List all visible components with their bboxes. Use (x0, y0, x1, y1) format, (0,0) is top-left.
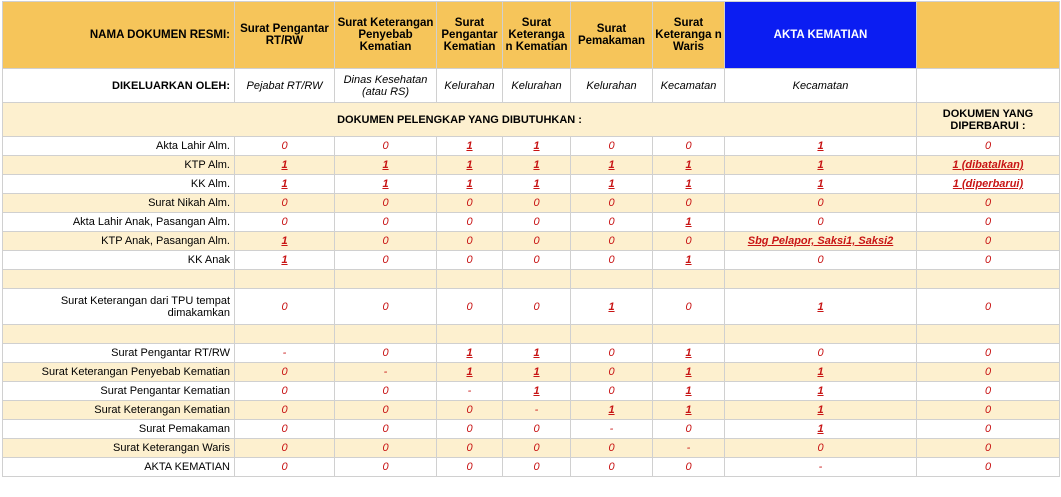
cell-self: - (335, 363, 437, 382)
cell-required-link[interactable]: 1 (dibatalkan) (917, 156, 1060, 175)
cell-not-required: 0 (235, 363, 335, 382)
row-label: KTP Anak, Pasangan Alm. (3, 232, 235, 251)
cell-not-required: 0 (503, 420, 571, 439)
cell-required-link[interactable]: 1 (653, 251, 725, 270)
cell-not-required: 0 (917, 344, 1060, 363)
row-label (3, 270, 235, 289)
row-label: KK Alm. (3, 175, 235, 194)
cell-not-required: 0 (725, 344, 917, 363)
cell-not-required: 0 (653, 458, 725, 477)
cell-empty (503, 270, 571, 289)
cell-self: - (503, 401, 571, 420)
table-row (3, 175, 1060, 194)
issuer-cell: Pejabat RT/RW (235, 69, 335, 103)
cell-not-required: 0 (571, 194, 653, 213)
cell-not-required: 0 (653, 420, 725, 439)
cell-required-link[interactable]: 1 (235, 175, 335, 194)
cell-required-link[interactable]: 1 (503, 156, 571, 175)
cell-required-link[interactable]: 1 (653, 382, 725, 401)
cell-not-required: 0 (235, 401, 335, 420)
row-label: KK Anak (3, 251, 235, 270)
row-label (3, 325, 235, 344)
cell-not-required: 0 (235, 420, 335, 439)
cell-not-required: 0 (653, 289, 725, 325)
cell-not-required: 0 (335, 401, 437, 420)
cell-not-required: 0 (335, 420, 437, 439)
cell-not-required: 0 (335, 251, 437, 270)
row-label: Surat Nikah Alm. (3, 194, 235, 213)
cell-empty (571, 325, 653, 344)
issuer-cell: Kelurahan (571, 69, 653, 103)
header-col-surat-pemakaman: Surat Pemakaman (571, 2, 653, 69)
cell-empty (503, 325, 571, 344)
cell-not-required: 0 (335, 458, 437, 477)
cell-not-required: 0 (503, 251, 571, 270)
header-col-akta-kematian: AKTA KEMATIAN (725, 2, 917, 69)
cell-empty (235, 270, 335, 289)
cell-not-required: 0 (235, 289, 335, 325)
cell-required-link[interactable]: 1 (653, 344, 725, 363)
cell-required-link[interactable]: 1 (437, 363, 503, 382)
row-label: Surat Keterangan Kematian (3, 401, 235, 420)
cell-not-required: 0 (571, 344, 653, 363)
cell-not-required: 0 (571, 232, 653, 251)
cell-not-required: 0 (917, 439, 1060, 458)
cell-required-link[interactable]: 1 (437, 175, 503, 194)
header-col-surat-pengantar-kematian: Surat Pengantar Kematian (437, 2, 503, 69)
cell-required-link[interactable]: 1 (503, 382, 571, 401)
section-row (3, 103, 1060, 137)
cell-required-link[interactable]: 1 (725, 420, 917, 439)
row-label: Surat Keterangan Waris (3, 439, 235, 458)
cell-required-link[interactable]: 1 (653, 401, 725, 420)
cell-required-link[interactable]: 1 (235, 232, 335, 251)
cell-not-required: 0 (571, 363, 653, 382)
row-label: Akta Lahir Anak, Pasangan Alm. (3, 213, 235, 232)
cell-not-required: 0 (503, 194, 571, 213)
header-col-surat-keterangan-waris: Surat Keteranga n Waris (653, 2, 725, 69)
table-row (3, 213, 1060, 232)
cell-required-link[interactable]: 1 (571, 289, 653, 325)
cell-required-link[interactable]: 1 (503, 344, 571, 363)
header-col-updated (917, 2, 1060, 69)
cell-required-link[interactable]: 1 (653, 175, 725, 194)
table-row (3, 289, 1060, 325)
cell-not-required: 0 (571, 251, 653, 270)
table-row (3, 344, 1060, 363)
cell-required-link[interactable]: 1 (725, 382, 917, 401)
cell-not-required: 0 (335, 213, 437, 232)
cell-required-link[interactable]: 1 (503, 363, 571, 382)
cell-empty (437, 325, 503, 344)
cell-not-required: 0 (335, 137, 437, 156)
cell-not-required: 0 (437, 213, 503, 232)
header-row (3, 2, 1060, 69)
cell-not-required: 0 (335, 289, 437, 325)
cell-not-required: 0 (235, 194, 335, 213)
cell-not-required: 0 (917, 289, 1060, 325)
cell-required-link[interactable]: 1 (235, 251, 335, 270)
cell-required-link[interactable]: 1 (725, 401, 917, 420)
cell-required-link[interactable]: 1 (571, 156, 653, 175)
issuer-cell: Kecamatan (653, 69, 725, 103)
cell-empty (725, 270, 917, 289)
cell-self: - (653, 439, 725, 458)
cell-not-required: 0 (503, 232, 571, 251)
cell-self: - (437, 382, 503, 401)
table-row (3, 156, 1060, 175)
issuer-row (3, 69, 1060, 103)
cell-not-required: 0 (917, 232, 1060, 251)
cell-not-required: 0 (917, 251, 1060, 270)
spacer-row (3, 270, 1060, 289)
table-row (3, 194, 1060, 213)
cell-not-required: 0 (653, 232, 725, 251)
cell-required-link[interactable]: 1 (653, 363, 725, 382)
cell-not-required: 0 (571, 458, 653, 477)
issuer-cell (917, 69, 1060, 103)
cell-not-required: 0 (437, 439, 503, 458)
cell-not-required: 0 (437, 194, 503, 213)
cell-required-link[interactable]: 1 (725, 363, 917, 382)
cell-self: - (571, 420, 653, 439)
table-row (3, 363, 1060, 382)
cell-not-required: 0 (335, 232, 437, 251)
cell-not-required: 0 (503, 289, 571, 325)
issuer-cell: Kelurahan (503, 69, 571, 103)
cell-required-link[interactable]: 1 (725, 289, 917, 325)
cell-not-required: 0 (917, 382, 1060, 401)
table-row (3, 251, 1060, 270)
table-row (3, 458, 1060, 477)
cell-not-required: 0 (437, 232, 503, 251)
cell-required-link[interactable]: 1 (437, 137, 503, 156)
section-title: DOKUMEN PELENGKAP YANG DIBUTUHKAN : (3, 103, 917, 137)
cell-not-required: 0 (653, 137, 725, 156)
table-row (3, 439, 1060, 458)
cell-empty (725, 325, 917, 344)
cell-not-required: 0 (571, 439, 653, 458)
cell-not-required: 0 (917, 401, 1060, 420)
row-label: Surat Pemakaman (3, 420, 235, 439)
cell-required-link[interactable]: 1 (571, 401, 653, 420)
row-label: Surat Keterangan Penyebab Kematian (3, 363, 235, 382)
cell-not-required: 0 (571, 213, 653, 232)
cell-not-required: 0 (725, 194, 917, 213)
row-label: AKTA KEMATIAN (3, 458, 235, 477)
cell-required-link[interactable]: 1 (653, 213, 725, 232)
cell-empty (653, 270, 725, 289)
cell-empty (917, 270, 1060, 289)
cell-required-link[interactable]: 1 (725, 156, 917, 175)
row-label: Surat Pengantar RT/RW (3, 344, 235, 363)
section-updated-title: DOKUMEN YANG DIPERBARUI : (917, 103, 1060, 137)
header-col-surat-pengantar-rtrw: Surat Pengantar RT/RW (235, 2, 335, 69)
cell-not-required: 0 (917, 458, 1060, 477)
cell-not-required: 0 (437, 401, 503, 420)
row-label: KTP Alm. (3, 156, 235, 175)
row-label: Akta Lahir Alm. (3, 137, 235, 156)
issuer-cell: Dinas Kesehatan (atau RS) (335, 69, 437, 103)
cell-not-required: 0 (335, 382, 437, 401)
cell-required-link[interactable]: 1 (503, 175, 571, 194)
cell-not-required: 0 (437, 420, 503, 439)
cell-required-link[interactable]: 1 (235, 156, 335, 175)
cell-not-required: 0 (235, 458, 335, 477)
cell-not-required: 0 (503, 439, 571, 458)
table-row (3, 137, 1060, 156)
cell-empty (571, 270, 653, 289)
row-label: Surat Keterangan dari TPU tempat dimakamkan (3, 289, 235, 325)
table-row (3, 401, 1060, 420)
cell-empty (235, 325, 335, 344)
cell-empty (653, 325, 725, 344)
cell-self: - (235, 344, 335, 363)
header-col-surat-keterangan-kematian: Surat Keteranga n Kematian (503, 2, 571, 69)
row-label: Surat Pengantar Kematian (3, 382, 235, 401)
cell-empty (335, 270, 437, 289)
cell-not-required: 0 (335, 439, 437, 458)
cell-not-required: 0 (725, 251, 917, 270)
issuer-cell: Kelurahan (437, 69, 503, 103)
cell-not-required: 0 (917, 194, 1060, 213)
table-row (3, 232, 1060, 251)
document-requirements-table (2, 1, 1060, 477)
cell-required-link[interactable]: 1 (571, 175, 653, 194)
cell-empty (917, 325, 1060, 344)
cell-required-link[interactable]: 1 (503, 137, 571, 156)
cell-required-link[interactable]: 1 (335, 175, 437, 194)
cell-required-link[interactable]: 1 (725, 175, 917, 194)
cell-not-required: 0 (503, 458, 571, 477)
header-label: NAMA DOKUMEN RESMI: (3, 2, 235, 69)
cell-empty (437, 270, 503, 289)
cell-not-required: 0 (335, 194, 437, 213)
header-col-surat-keterangan-penyebab: Surat Keterangan Penyebab Kematian (335, 2, 437, 69)
cell-not-required: 0 (917, 420, 1060, 439)
cell-not-required: 0 (503, 213, 571, 232)
cell-empty (335, 325, 437, 344)
cell-required-link[interactable]: 1 (diperbarui) (917, 175, 1060, 194)
cell-not-required: 0 (437, 458, 503, 477)
cell-required-link[interactable]: Sbg Pelapor, Saksi1, Saksi2 (725, 232, 917, 251)
cell-not-required: 0 (917, 213, 1060, 232)
issuer-label: DIKELUARKAN OLEH: (3, 69, 235, 103)
table-row (3, 382, 1060, 401)
cell-not-required: 0 (917, 363, 1060, 382)
cell-required-link[interactable]: 1 (725, 137, 917, 156)
table-row (3, 420, 1060, 439)
cell-not-required: 0 (725, 213, 917, 232)
issuer-cell: Kecamatan (725, 69, 917, 103)
cell-required-link[interactable]: 1 (653, 156, 725, 175)
cell-not-required: 0 (235, 137, 335, 156)
cell-not-required: 0 (235, 213, 335, 232)
cell-required-link[interactable]: 1 (335, 156, 437, 175)
cell-required-link[interactable]: 1 (437, 156, 503, 175)
cell-not-required: 0 (571, 137, 653, 156)
cell-not-required: 0 (917, 137, 1060, 156)
cell-not-required: 0 (571, 382, 653, 401)
cell-not-required: 0 (437, 289, 503, 325)
cell-not-required: 0 (335, 344, 437, 363)
cell-not-required: 0 (437, 251, 503, 270)
cell-required-link[interactable]: 1 (437, 344, 503, 363)
spacer-row (3, 325, 1060, 344)
cell-self: - (725, 458, 917, 477)
cell-not-required: 0 (235, 382, 335, 401)
cell-not-required: 0 (235, 439, 335, 458)
cell-not-required: 0 (725, 439, 917, 458)
cell-not-required: 0 (653, 194, 725, 213)
